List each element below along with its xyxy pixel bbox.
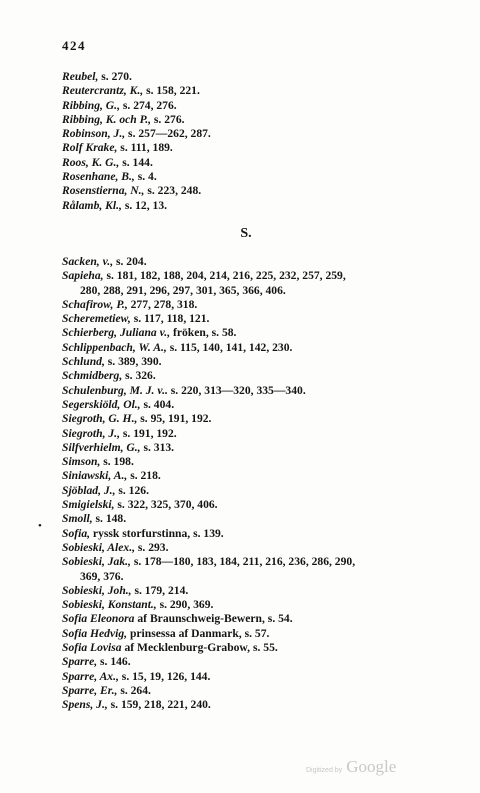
entry-page-refs: s. 4. bbox=[134, 170, 157, 184]
entry-page-refs: s. 264. bbox=[117, 683, 151, 697]
entry-name: Silfverhielm, G., bbox=[62, 440, 141, 454]
entry-name: Sacken, v., bbox=[62, 255, 114, 268]
entry-name: Rosenstierna, N., bbox=[62, 184, 145, 198]
entry-page-refs: s. 313. bbox=[140, 440, 175, 454]
entry-name: Segerskiöld, Ol., bbox=[62, 397, 141, 411]
index-entry bbox=[62, 384, 462, 398]
index-entry bbox=[62, 255, 462, 269]
entry-page-refs: s. 270. bbox=[98, 70, 132, 83]
page-number: 424 bbox=[62, 38, 86, 53]
index-entry bbox=[62, 441, 462, 455]
index-entry bbox=[62, 627, 462, 641]
entry-page-refs: s. 191, 192. bbox=[119, 426, 177, 440]
entry-name: Rålamb, Kl., bbox=[62, 198, 122, 212]
index-entry bbox=[62, 541, 462, 555]
entry-page-refs: af Braunschweig-Bewern, s. 54. bbox=[134, 612, 293, 626]
entry-page-refs: s. 148. bbox=[92, 512, 127, 526]
entry-page-refs: s. 158, 221. bbox=[143, 84, 200, 98]
section-heading-s: S. bbox=[240, 226, 252, 241]
index-entry bbox=[62, 498, 462, 512]
entry-page-refs: s. 115, 140, 141, 142, 230. bbox=[166, 340, 293, 354]
entry-name: Siniawski, A., bbox=[62, 469, 128, 483]
entry-page-refs: prinsessa af Danmark, s. 57. bbox=[127, 626, 270, 640]
entry-name: Sofia, bbox=[62, 526, 91, 540]
index-entry bbox=[62, 113, 462, 127]
index-entry bbox=[62, 670, 462, 684]
entry-page-refs: s. 146. bbox=[97, 655, 131, 669]
entry-name: Sobieski, Jak., bbox=[62, 555, 131, 569]
digitized-by-google-watermark bbox=[306, 757, 396, 777]
entry-page-refs: s. 322, 325, 370, 406. bbox=[114, 498, 218, 512]
entry-page-refs: fröken, s. 58. bbox=[170, 326, 237, 340]
entry-page-refs: s. 111, 189. bbox=[117, 141, 173, 155]
entry-page-refs: s. 144. bbox=[119, 155, 153, 169]
entry-name: Sparre, bbox=[62, 655, 98, 669]
entry-name: Schlund, bbox=[62, 355, 105, 369]
entry-name: Scheremetiew, bbox=[62, 312, 131, 326]
index-entry bbox=[62, 612, 462, 626]
entry-page-refs: s. 218. bbox=[127, 469, 161, 483]
entry-page-refs: af Mecklenburg-Grabow, s. 55. bbox=[121, 641, 278, 655]
entry-name: Sobieski, Joh., bbox=[62, 583, 132, 597]
index-entry bbox=[62, 369, 462, 383]
index-entry bbox=[62, 398, 462, 412]
index-entry bbox=[62, 70, 462, 84]
entry-page-refs-continued: 369, 376. bbox=[80, 569, 124, 583]
index-entry bbox=[62, 141, 462, 155]
entry-name: Schierberg, Juliana v., bbox=[62, 326, 171, 340]
entry-name: Schafirow, P., bbox=[62, 297, 128, 311]
index-entry bbox=[62, 99, 462, 113]
entry-page-refs: s. 220, 313—320, 335—340. bbox=[167, 383, 306, 397]
index-entry bbox=[62, 341, 462, 355]
entry-name: Sobieski, Konstant., bbox=[62, 598, 157, 612]
index-entry bbox=[62, 127, 462, 141]
index-entry bbox=[62, 641, 462, 655]
entry-page-refs: s. 181, 182, 188, 204, 214, 216, 225, 232, 257, 259, bbox=[103, 269, 346, 283]
entry-name: Robinson, J., bbox=[62, 127, 126, 141]
entry-page-refs: s. 293. bbox=[135, 540, 169, 554]
entry-name: Sparre, Ax., bbox=[62, 669, 119, 683]
entry-page-refs: s. 404. bbox=[140, 397, 175, 411]
entry-page-refs: s. 204. bbox=[113, 255, 147, 268]
index-section-r bbox=[62, 70, 462, 213]
index-entry bbox=[62, 199, 462, 213]
entry-name: Spens, J., bbox=[62, 698, 108, 712]
index-entry bbox=[62, 598, 462, 612]
entry-page-refs: s. 290, 369. bbox=[156, 598, 214, 612]
entry-page-refs-continued: 280, 288, 291, 296, 297, 301, 365, 366, 406. bbox=[80, 283, 286, 297]
entry-name: Schmidberg, bbox=[62, 369, 123, 383]
entry-name: Sjöblad, J., bbox=[62, 483, 116, 497]
entry-page-refs: s. 117, 118, 121. bbox=[130, 312, 210, 326]
index-entry bbox=[62, 184, 462, 198]
entry-name: Rosenhane, B., bbox=[62, 170, 135, 184]
entry-name: Schlippenbach, W. A., bbox=[62, 340, 167, 354]
index-entry bbox=[62, 412, 462, 426]
entry-name: Siegroth, G. H., bbox=[62, 412, 138, 426]
entry-page-refs: s. 178—180, 183, 184, 211, 216, 236, 286, 290, bbox=[130, 555, 356, 569]
entry-name: Ribbing, K. och P., bbox=[62, 112, 152, 126]
entry-name: Smoll, bbox=[62, 512, 93, 526]
entry-page-refs: s. 179, 214. bbox=[131, 583, 189, 597]
entry-name: Sobieski, Alex., bbox=[62, 540, 135, 554]
index-entry bbox=[62, 455, 462, 469]
index-entry bbox=[62, 269, 462, 298]
index-section-s bbox=[62, 255, 462, 713]
entry-page-refs: s. 257—262, 287. bbox=[125, 127, 211, 141]
entry-name: Schulenburg, M. J. v.. bbox=[62, 383, 168, 397]
entry-name: Reubel, bbox=[62, 70, 99, 83]
index-entry bbox=[62, 655, 462, 669]
entry-page-refs: s. 15, 19, 126, 144. bbox=[118, 669, 211, 683]
index-entry bbox=[62, 584, 462, 598]
entry-page-refs: s. 95, 191, 192. bbox=[137, 412, 212, 426]
entry-page-refs: s. 159, 218, 221, 240. bbox=[107, 698, 211, 712]
watermark-brand: Google bbox=[346, 757, 397, 776]
index-entry bbox=[62, 312, 462, 326]
index-entry bbox=[62, 469, 462, 483]
index-entry bbox=[62, 427, 462, 441]
entry-page-refs: s. 276. bbox=[151, 112, 185, 126]
index-entry bbox=[62, 512, 462, 526]
index-entry bbox=[62, 84, 462, 98]
entry-page-refs: s. 126. bbox=[115, 483, 149, 497]
entry-page-refs: ryssk storfurstinna, s. 139. bbox=[90, 526, 224, 540]
index-entry bbox=[62, 298, 462, 312]
entry-page-refs: s. 274, 276. bbox=[119, 98, 177, 112]
entry-page-refs: 277, 278, 318. bbox=[127, 297, 198, 311]
entry-page-refs: s. 326. bbox=[122, 369, 156, 383]
entry-name: Sofia Eleonora bbox=[62, 612, 135, 626]
index-entry bbox=[62, 684, 462, 698]
entry-name: Reutercrantz, K., bbox=[62, 84, 144, 98]
entry-name: Simson, bbox=[62, 455, 101, 469]
index-entry bbox=[62, 326, 462, 340]
index-entry bbox=[62, 527, 462, 541]
entry-page-refs: s. 223, 248. bbox=[144, 184, 202, 198]
entry-name: Ribbing, G., bbox=[62, 98, 120, 112]
index-entry bbox=[62, 555, 462, 584]
index-entry bbox=[62, 156, 462, 170]
entry-name: Sparre, Er., bbox=[62, 683, 118, 697]
entry-page-refs: s. 198. bbox=[100, 455, 134, 469]
margin-mark: • bbox=[38, 520, 42, 532]
entry-page-refs: s. 389, 390. bbox=[104, 355, 162, 369]
entry-name: Sapieha, bbox=[62, 269, 104, 283]
entry-name: Sofia Lovisa bbox=[62, 641, 122, 655]
index-entry bbox=[62, 170, 462, 184]
watermark-prefix: Digitized by bbox=[306, 767, 343, 774]
index-entry bbox=[62, 355, 462, 369]
index-entry bbox=[62, 698, 462, 712]
entry-name: Siegroth, J., bbox=[62, 426, 120, 440]
entry-name: Roos, K. G., bbox=[62, 155, 120, 169]
entry-name: Smigielski, bbox=[62, 498, 115, 512]
entry-name: Rolf Krake, bbox=[62, 141, 118, 155]
entry-name: Sofia Hedvig, bbox=[62, 626, 128, 640]
index-entry bbox=[62, 484, 462, 498]
entry-page-refs: s. 12, 13. bbox=[121, 198, 168, 212]
